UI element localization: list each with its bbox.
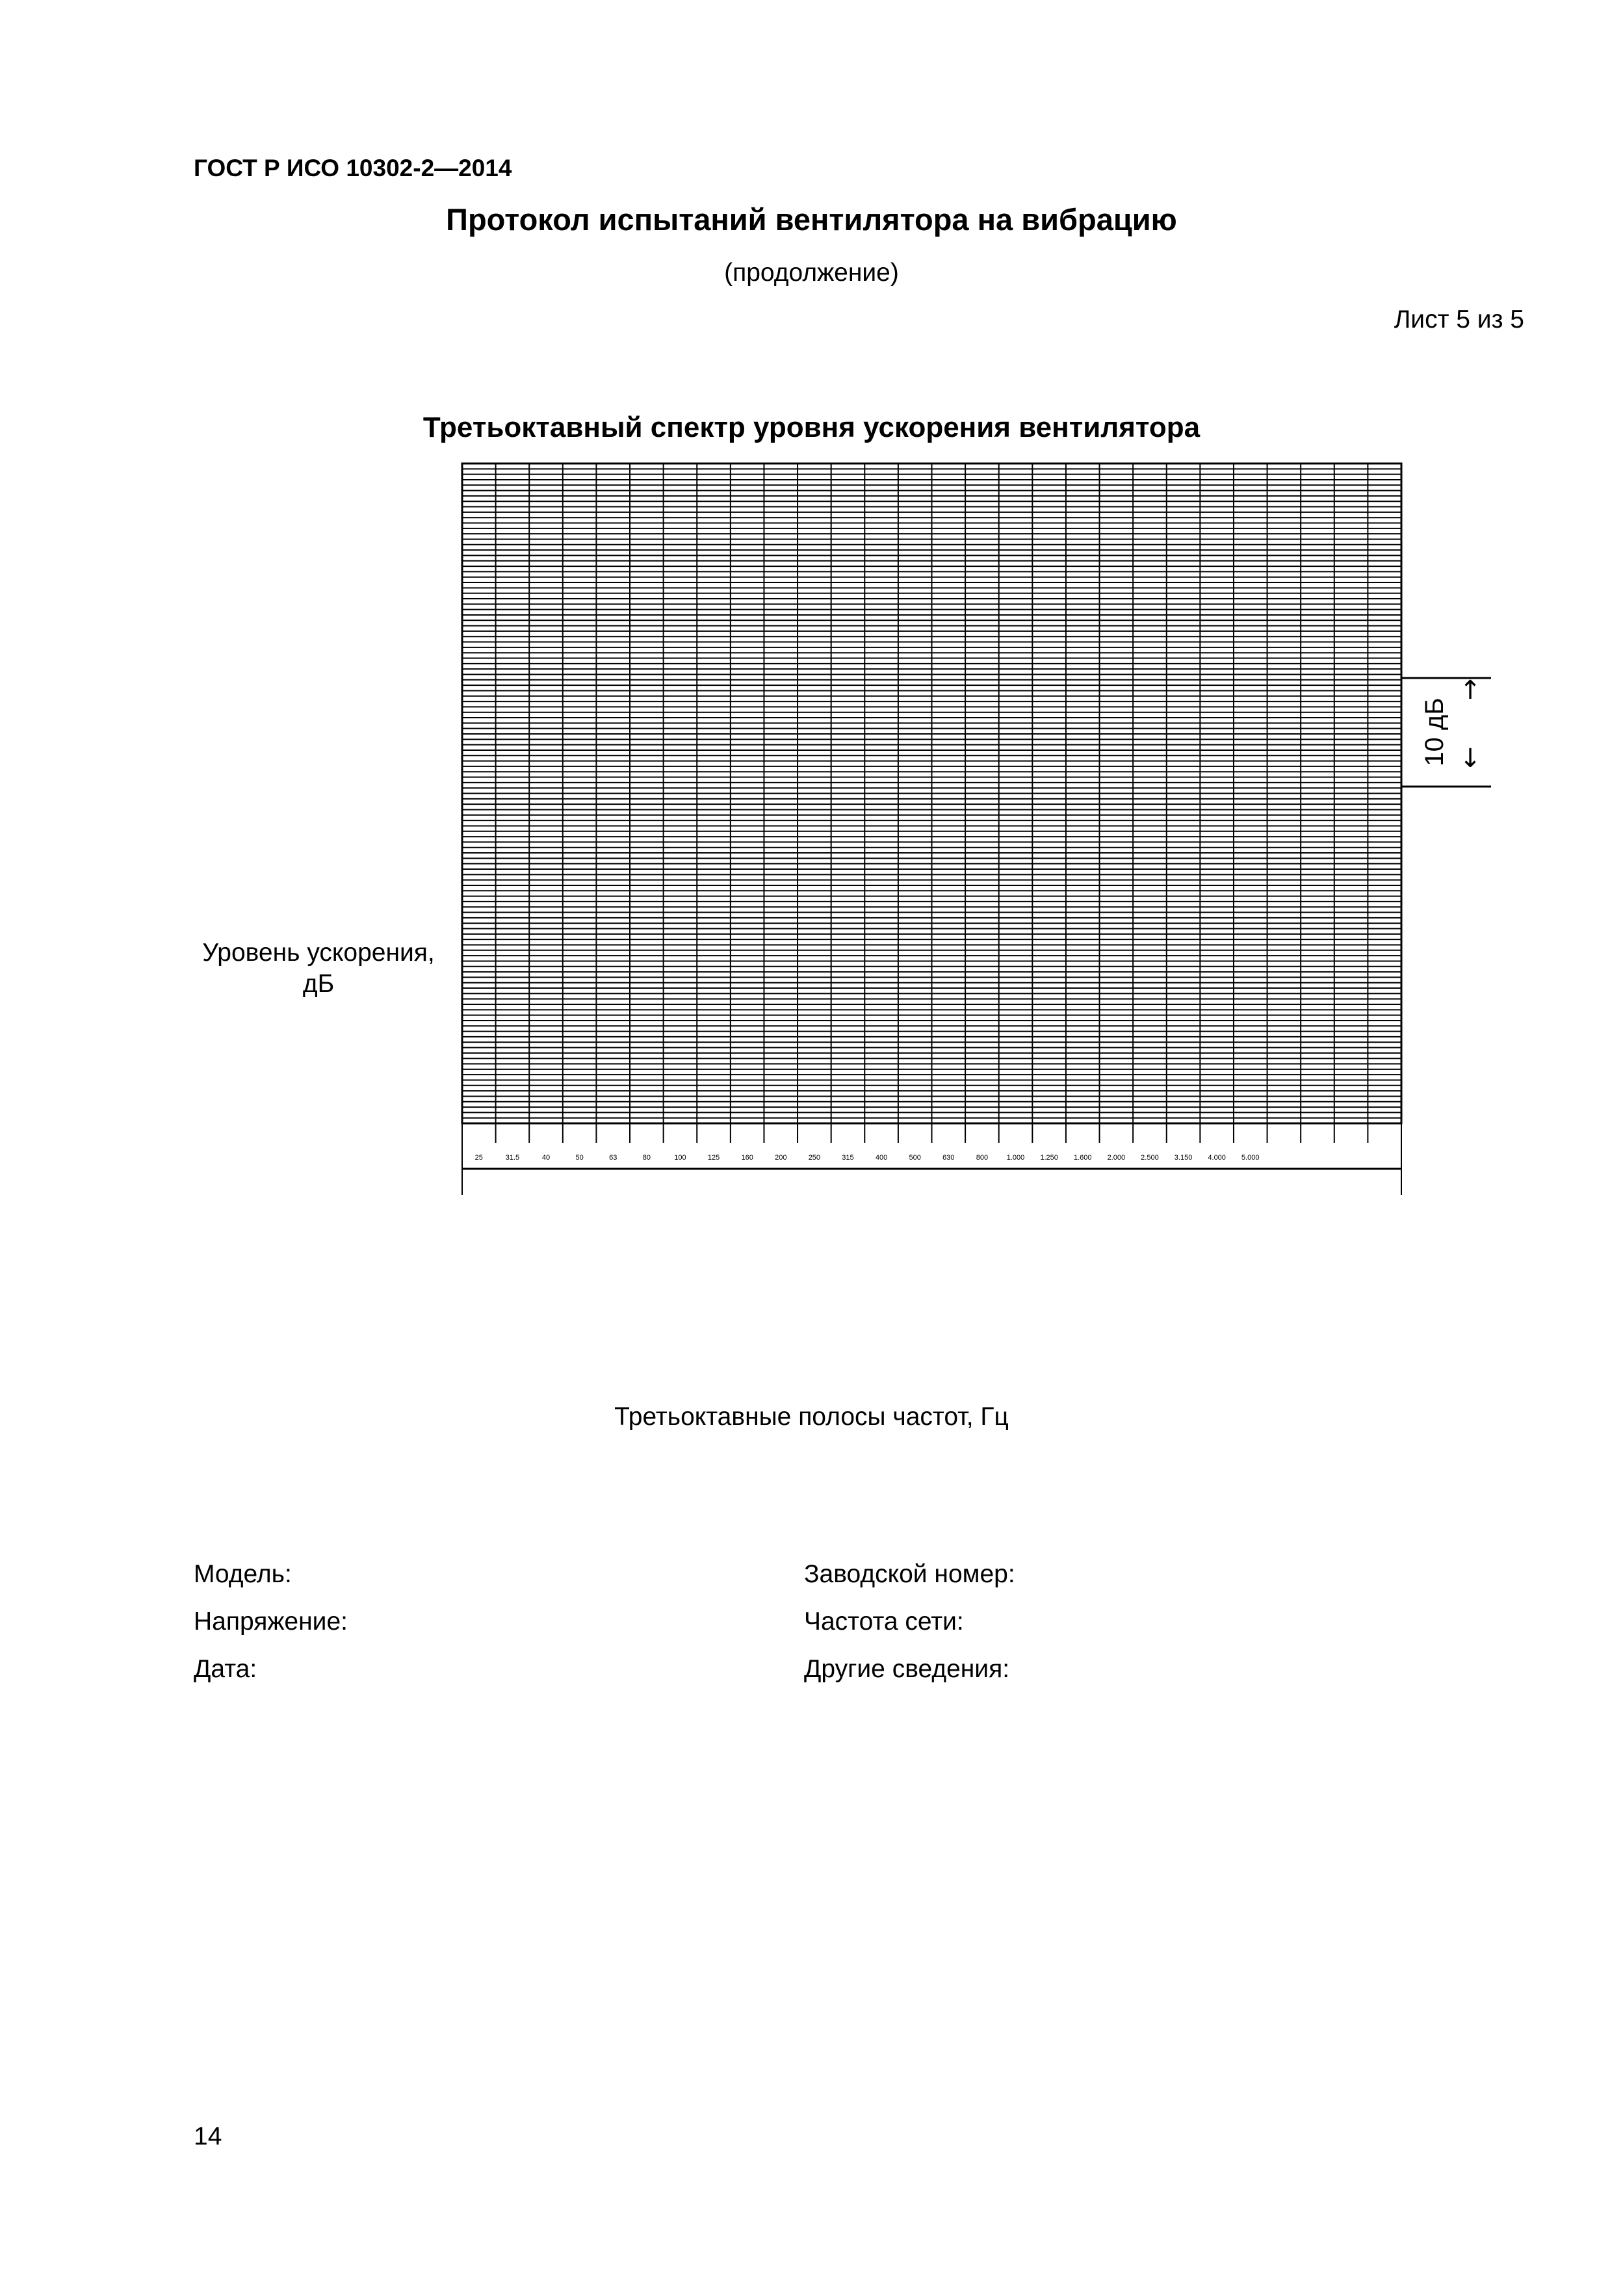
x-tick-label: 4.000: [1208, 1154, 1226, 1162]
x-tick-label: 80: [642, 1154, 651, 1162]
x-tick-label: 40: [541, 1154, 551, 1162]
sheet-number: Лист 5 из 5: [1394, 306, 1524, 333]
document-subtitle: (продолжение): [724, 259, 899, 287]
x-tick-label: 125: [707, 1154, 720, 1162]
arrow-up-icon: ↑: [1459, 675, 1481, 705]
field-date: Дата:: [194, 1655, 257, 1683]
x-tick-label: 31.5: [505, 1154, 520, 1162]
x-tick-label: 2.000: [1107, 1154, 1126, 1162]
field-voltage: Напряжение:: [194, 1608, 348, 1636]
document-code: ГОСТ Р ИСО 10302-2—2014: [194, 155, 512, 181]
x-tick-label: 1.600: [1073, 1154, 1092, 1162]
document-title: Протокол испытаний вентилятора на вибрацию: [446, 202, 1177, 237]
x-tick-label: 250: [808, 1154, 821, 1162]
x-tick-label: 63: [609, 1154, 617, 1162]
field-other-info: Другие сведения:: [804, 1655, 1010, 1683]
y-axis-label: Уровень ускорения, дБ: [202, 939, 435, 998]
x-tick-label: 1.000: [1006, 1154, 1025, 1162]
x-tick-label: 200: [775, 1154, 787, 1162]
field-serial-number: Заводской номер:: [804, 1560, 1015, 1588]
x-tick-label: 400: [875, 1154, 888, 1162]
x-tick-label: 100: [674, 1154, 686, 1162]
field-mains-frequency: Частота сети:: [804, 1608, 964, 1636]
x-tick-label: 50: [575, 1154, 584, 1162]
x-tick-label: 1.250: [1040, 1154, 1058, 1162]
scale-marker-label: 10 дБ: [1420, 698, 1449, 766]
x-tick-label: 800: [976, 1154, 989, 1162]
field-model: Модель:: [194, 1560, 292, 1588]
x-tick-label: 630: [942, 1154, 955, 1162]
x-tick-label: 25: [474, 1154, 483, 1162]
x-axis-label: Третьоктавные полосы частот, Гц: [614, 1403, 1009, 1431]
x-tick-label: 2.500: [1141, 1154, 1159, 1162]
x-tick-label: 5.000: [1241, 1154, 1260, 1162]
x-tick-label: 3.150: [1174, 1154, 1193, 1162]
page-number: 14: [194, 2122, 222, 2150]
arrow-down-icon: ↓: [1459, 744, 1481, 774]
chart-title: Третьоктавный спектр уровня ускорения вентилятора: [422, 411, 1201, 443]
x-tick-label: 160: [741, 1154, 753, 1162]
x-tick-label: 315: [842, 1154, 854, 1162]
x-tick-label: 500: [909, 1154, 921, 1162]
